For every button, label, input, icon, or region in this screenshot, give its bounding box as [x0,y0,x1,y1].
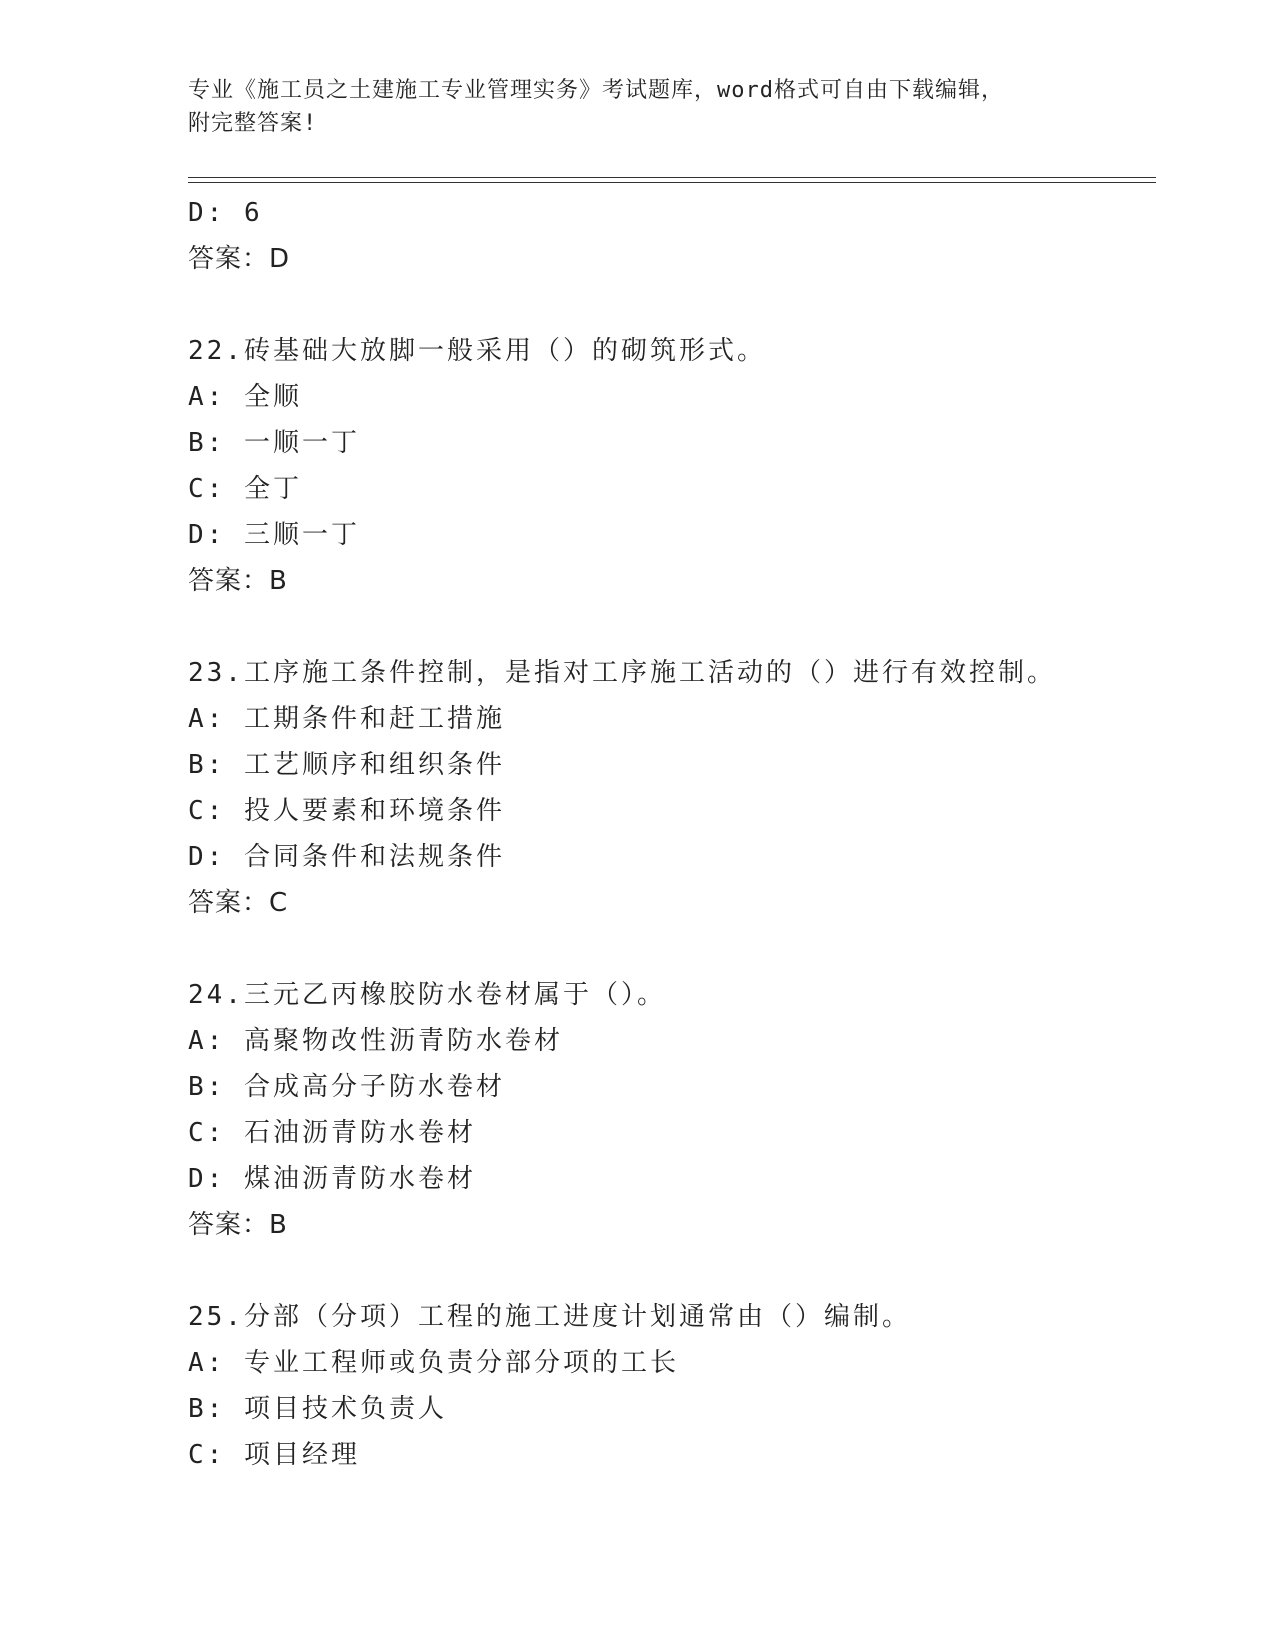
header-divider-top [188,177,1156,178]
spacer [188,604,1148,650]
option-b: B: 一顺一丁 [188,428,360,458]
option-c: C: 石油沥青防水卷材 [188,1118,476,1148]
question-list [188,190,1148,1478]
option-c: C: 项目经理 [188,1440,360,1470]
option-a: A: 高聚物改性沥青防水卷材 [188,1026,563,1056]
question-block-23 [188,650,1148,926]
document-header [188,74,1088,140]
question-stem: 25.分部（分项）工程的施工进度计划通常由（）编制。 [188,1302,911,1332]
answer: 答案：D [188,244,291,274]
question-block-24 [188,972,1148,1248]
option-b: B: 工艺顺序和组织条件 [188,750,505,780]
answer: 答案：B [188,1210,288,1240]
answer: 答案：B [188,566,288,596]
spacer [188,282,1148,328]
option-a: A: 工期条件和赶工措施 [188,704,505,734]
question-block-prev [188,190,1148,282]
option-b: B: 合成高分子防水卷材 [188,1072,505,1102]
header-divider-bottom [188,182,1156,183]
question-block-25 [188,1294,1148,1478]
option-b: B: 项目技术负责人 [188,1394,447,1424]
question-stem: 22.砖基础大放脚一般采用（）的砌筑形式。 [188,336,766,366]
header-line-1: 专业《施工员之土建施工专业管理实务》考试题库，word格式可自由下载编辑， [188,78,1004,103]
question-stem: 23.工序施工条件控制，是指对工序施工活动的（）进行有效控制。 [188,658,1056,688]
header-line-2: 附完整答案! [188,111,318,136]
answer: 答案：C [188,888,289,918]
option-d: D: 6 [188,198,263,228]
question-stem: 24.三元乙丙橡胶防水卷材属于（）。 [188,980,666,1010]
option-d: D: 三顺一丁 [188,520,360,550]
option-d: D: 合同条件和法规条件 [188,842,505,872]
spacer [188,1248,1148,1294]
option-d: D: 煤油沥青防水卷材 [188,1164,476,1194]
option-c: C: 全丁 [188,474,302,504]
question-block-22 [188,328,1148,604]
option-a: A: 全顺 [188,382,302,412]
spacer [188,926,1148,972]
option-c: C: 投人要素和环境条件 [188,796,505,826]
option-a: A: 专业工程师或负责分部分项的工长 [188,1348,679,1378]
